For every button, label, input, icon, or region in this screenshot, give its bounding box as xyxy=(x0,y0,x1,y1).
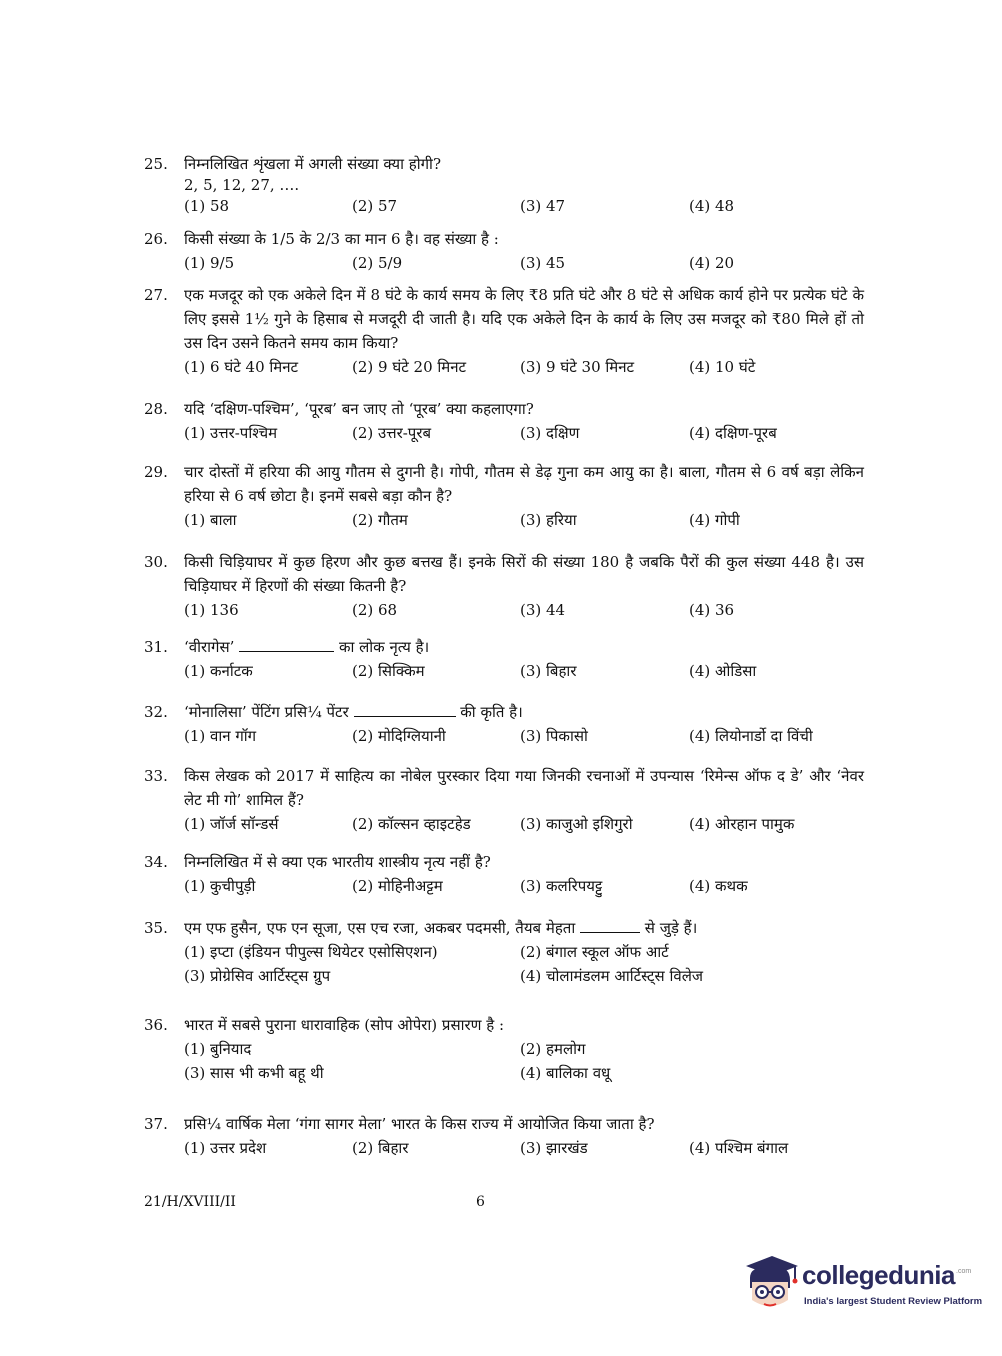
question-number: 29. xyxy=(144,463,168,481)
option-1: (1) कर्नाटक xyxy=(184,662,253,680)
question-text: यदि ‘दक्षिण-पश्चिम’, ‘पूरब’ बन जाए तो ‘पूरब’ क्या कहलाएगा? xyxy=(184,400,534,418)
question-31 xyxy=(144,635,864,683)
option-4: (4) 10 घंटे xyxy=(689,358,756,376)
option-3: (3) सास भी कभी बहू थी xyxy=(184,1064,324,1082)
question-text-end: का लोक नृत्य है। xyxy=(338,638,430,656)
option-2: (2) सिक्किम xyxy=(352,662,425,680)
option-1: (1) उत्तर-पश्चिम xyxy=(184,424,278,442)
question-number: 26. xyxy=(144,230,168,248)
question-text: किसी चिड़ियाघर में कुछ हिरण और कुछ बत्तख हैं। इनके सिरों की संख्या 180 है जबकि पैरों की कुल संख्या 448 है। उस चिड़ियाघर में हिरणों की संख्या कितनी है? xyxy=(184,553,864,595)
question-28 xyxy=(144,397,864,445)
option-3: (3) 44 xyxy=(520,601,566,619)
option-3: (3) प्रोग्रेसिव आर्टिस्ट्स ग्रुप xyxy=(184,967,331,985)
question-25 xyxy=(144,152,864,218)
question-number: 35. xyxy=(144,919,168,937)
question-text-start: एम एफ हुसैन, एफ एन सूजा, एस एच रजा, अकबर पदमसी, तैयब मेहता xyxy=(184,919,576,937)
option-1: (1) 9/5 xyxy=(184,254,235,272)
option-3: (3) 45 xyxy=(520,254,566,272)
question-text: प्रसि¼ वार्षिक मेला ‘गंगा सागर मेला’ भारत के किस राज्य में आयोजित किया जाता है? xyxy=(184,1115,655,1133)
option-4: (4) 36 xyxy=(689,601,735,619)
collegedunia-logo[interactable] xyxy=(742,1250,983,1320)
question-text: भारत में सबसे पुराना धारावाहिक (सोप ओपेरा) प्रसारण है : xyxy=(184,1016,505,1034)
option-1: (1) 136 xyxy=(184,601,239,619)
question-text-line2: 2, 5, 12, 27, …. xyxy=(184,176,300,194)
option-1: (1) 58 xyxy=(184,197,230,215)
option-1: (1) वान गॉग xyxy=(184,727,257,745)
logo-tagline: India's largest Student Review Platform xyxy=(804,1296,983,1307)
question-text-start: ‘मोनालिसा’ पेंटिंग प्रसि¼ पेंटर xyxy=(184,703,349,721)
question-29 xyxy=(144,460,864,532)
option-2: (2) 68 xyxy=(352,601,398,619)
question-35 xyxy=(144,916,864,988)
option-4: (4) लियोनार्डो दा विंची xyxy=(689,727,813,745)
option-4: (4) 20 xyxy=(689,254,735,272)
question-text-end: से जुड़े हैं। xyxy=(644,919,698,937)
question-number: 32. xyxy=(144,703,168,721)
option-4: (4) 48 xyxy=(689,197,735,215)
option-2: (2) कॉल्सन व्हाइटहेड xyxy=(352,815,471,833)
option-4: (4) पश्चिम बंगाल xyxy=(689,1139,789,1157)
logo-wordmark: collegedunia xyxy=(802,1260,955,1290)
question-number: 30. xyxy=(144,553,168,571)
question-27 xyxy=(144,283,864,379)
option-2: (2) मोहिनीअट्टम xyxy=(352,877,443,895)
option-1: (1) उत्तर प्रदेश xyxy=(184,1139,267,1157)
fill-in-blank xyxy=(239,637,334,652)
question-30 xyxy=(144,550,864,622)
logo-domain: .com xyxy=(956,1268,972,1275)
option-4: (4) ओरहान पामुक xyxy=(689,815,795,833)
option-2: (2) 9 घंटे 20 मिनट xyxy=(352,358,467,376)
question-34 xyxy=(144,850,864,898)
question-number: 34. xyxy=(144,853,168,871)
option-1: (1) जॉर्ज सॉन्डर्स xyxy=(184,815,279,833)
question-36 xyxy=(144,1013,864,1085)
option-3: (3) काजुओ इशिगुरो xyxy=(520,815,633,833)
question-number: 36. xyxy=(144,1016,168,1034)
mascot-icon xyxy=(742,1254,800,1316)
option-2: (2) बिहार xyxy=(352,1139,409,1157)
question-number: 27. xyxy=(144,286,168,304)
option-4: (4) दक्षिण-पूरब xyxy=(689,424,777,442)
option-1: (1) कुचीपुड़ी xyxy=(184,877,256,895)
option-4: (4) चोलामंडलम आर्टिस्ट्स विलेज xyxy=(520,967,703,985)
paper-code: 21/H/XVIII/II xyxy=(144,1194,236,1210)
question-33 xyxy=(144,764,864,836)
question-number: 37. xyxy=(144,1115,168,1133)
question-text: चार दोस्तों में हरिया की आयु गौतम से दुगनी है। गोपी, गौतम से डेढ़ गुना कम आयु का है। बाला, गौतम से 6 वर्ष बड़ा लेकिन हरिया से 6 वर्ष छोटा है। इनमें सबसे बड़ा कौन है? xyxy=(184,463,864,505)
option-3: (3) झारखंड xyxy=(520,1139,588,1157)
question-text: एक मजदूर को एक अकेले दिन में 8 घंटे के कार्य समय के लिए ₹8 प्रति घंटे और 8 घंटे से अधिक कार्य होने पर प्रत्येक घंटे के लिए इससे 1½ गुने के हिसाब से मजदूरी दी जाती है। यदि एक अकेले दिन के कार्य के लिए उस मजदूर को ₹80 मिले हों तो उस दिन उसने कितने समय काम किया? xyxy=(184,286,864,352)
option-2: (2) 57 xyxy=(352,197,398,215)
page-number: 6 xyxy=(476,1194,485,1210)
option-1: (1) बाला xyxy=(184,511,237,529)
option-2: (2) 5/9 xyxy=(352,254,403,272)
option-4: (4) ओडिसा xyxy=(689,662,757,680)
option-3: (3) कलरिपयट्टु xyxy=(520,877,603,895)
question-text-end: की कृति है। xyxy=(460,703,523,721)
option-4: (4) गोपी xyxy=(689,511,740,529)
option-4: (4) कथक xyxy=(689,877,748,895)
question-text: निम्नलिखित में से क्या एक भारतीय शास्त्रीय नृत्य नहीं है? xyxy=(184,853,491,871)
option-1: (1) इप्टा (इंडियन पीपुल्स थियेटर एसोसिएशन) xyxy=(184,943,438,961)
option-2: (2) हमलोग xyxy=(520,1040,586,1058)
fill-in-blank xyxy=(580,918,640,933)
question-text: किस लेखक को 2017 में साहित्य का नोबेल पुरस्कार दिया गया जिनकी रचनाओं में उपन्यास ‘रिमेन्स ऑफ द डे’ और ‘नेवर लेट मी गो’ शामिल हैं? xyxy=(184,767,864,809)
option-3: (3) दक्षिण xyxy=(520,424,580,442)
option-3: (3) पिकासो xyxy=(520,727,588,745)
question-number: 31. xyxy=(144,638,168,656)
option-3: (3) 9 घंटे 30 मिनट xyxy=(520,358,635,376)
question-text: निम्नलिखित शृंखला में अगली संख्या क्या होगी? xyxy=(184,155,441,173)
question-text-start: ‘वीरागेस’ xyxy=(184,638,235,656)
option-4: (4) बालिका वधू xyxy=(520,1064,611,1082)
fill-in-blank xyxy=(354,702,456,717)
option-3: (3) हरिया xyxy=(520,511,577,529)
option-2: (2) बंगाल स्कूल ऑफ आर्ट xyxy=(520,943,669,961)
option-1: (1) 6 घंटे 40 मिनट xyxy=(184,358,299,376)
question-32 xyxy=(144,700,864,748)
question-37 xyxy=(144,1112,864,1160)
option-1: (1) बुनियाद xyxy=(184,1040,252,1058)
option-2: (2) उत्तर-पूरब xyxy=(352,424,432,442)
question-26 xyxy=(144,227,864,275)
option-2: (2) गौतम xyxy=(352,511,408,529)
option-3: (3) बिहार xyxy=(520,662,577,680)
option-3: (3) 47 xyxy=(520,197,566,215)
question-number: 28. xyxy=(144,400,168,418)
question-text: किसी संख्या के 1/5 के 2/3 का मान 6 है। वह संख्या है : xyxy=(184,230,499,248)
option-2: (2) मोदिग्लियानी xyxy=(352,727,446,745)
question-number: 25. xyxy=(144,155,168,173)
question-number: 33. xyxy=(144,767,168,785)
